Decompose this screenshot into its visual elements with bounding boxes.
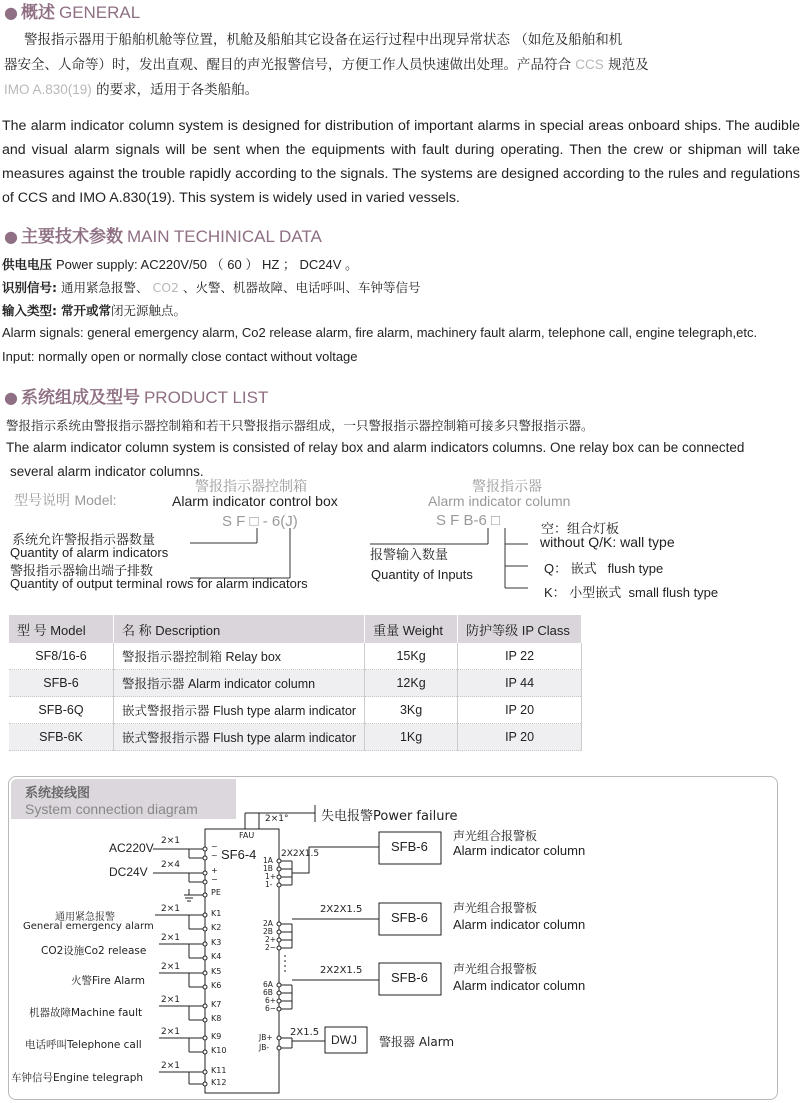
- th-weight: 重量 Weight: [365, 615, 458, 643]
- sfb-desc-cn: 声光组合报警板: [453, 962, 538, 976]
- terminal-label: 6B: [263, 988, 273, 997]
- model-input-cn: 报警输入数量: [370, 548, 449, 563]
- input-machine: 机器故障Machine fault: [29, 1007, 143, 1019]
- connection-diagram: [8, 776, 778, 1100]
- general-en-paragraph: The alarm indicator column system is designed for distribution of important alarms in special areas onboard ships. The audible and visual alarm signals will be sent when the equipments with fault during operating. Then the crew or shipman will take measures against the trouble rapidly according to the signals. The systems are designed according to the rules and regulations of CCS and IMO A.830(19). This system is widely used in varied vessels.: [2, 118, 800, 206]
- model-opt-k: K： 小型嵌式 small flush type: [544, 585, 719, 600]
- terminal-label: 1-: [265, 880, 273, 889]
- terminal-label: K1: [211, 909, 222, 918]
- terminal-label: 2B: [263, 927, 273, 936]
- terminal-label: K2: [211, 923, 222, 932]
- th-model: 型 号 Model: [9, 615, 114, 643]
- cell-model: SFB-6: [9, 670, 114, 697]
- model-ctrl-cn: 警报指示器控制箱: [195, 479, 307, 495]
- cell-description: 嵌式警报指示器 Flush type alarm indicator: [114, 697, 365, 724]
- terminal-label: K9: [211, 1032, 222, 1041]
- terminal-label: 6+: [265, 996, 277, 1005]
- sfb-desc-en: Alarm indicator column: [453, 843, 586, 858]
- terminal-label: 1A: [263, 856, 273, 865]
- ac-label: AC220V: [109, 841, 154, 855]
- model-qty-en: Quantity of alarm indicators: [10, 545, 169, 560]
- model-bracket-lines: [0, 500, 800, 600]
- cell-ip: IP 20: [458, 724, 582, 751]
- spec-input: 输入类型: 常开或常闭无源触点。: [2, 303, 187, 318]
- general-cn-line-3: IMO A.830(19) 的要求，适用于各类船舶。: [4, 82, 259, 98]
- sfb-desc-cn: 声光组合报警板: [453, 829, 538, 843]
- cable-label: 2X2X1.5: [320, 904, 363, 915]
- pe-label: PE: [211, 888, 221, 897]
- model-opt-blank-en: without Q/K: wall type: [540, 534, 675, 550]
- model-ctrl-code: S F □ - 6(J): [222, 513, 298, 530]
- table-row: [9, 643, 582, 670]
- th-description: 名 称 Description: [114, 615, 365, 643]
- sfb-desc-cn: 声光组合报警板: [453, 901, 538, 915]
- cable-label: 2×1: [161, 962, 180, 972]
- terminal-label: K4: [211, 952, 222, 961]
- bullet-icon: ●: [4, 3, 18, 22]
- terminal-label: K7: [211, 1000, 222, 1009]
- general-cn-line-2: 器安全、人命等）时，发出直观、醒目的声光报警信号，方便工作人员快速做出处理。产品符合 CCS 规范及: [4, 57, 649, 73]
- sfb-desc-en: Alarm indicator column: [453, 917, 586, 932]
- bullet-icon: ●: [4, 227, 18, 246]
- model-label: 型号说明 Model:: [14, 492, 117, 509]
- cable-label: 2X2X1.5: [320, 965, 363, 976]
- terminal-label: 6−: [265, 1004, 277, 1013]
- general-cn-line-1: 警报指示器用于船舶机舱等位置，机舱及船舶其它设备在运行过程中出现异常状态 （如危及船舶和机: [24, 32, 623, 48]
- fau-label: FAU: [239, 831, 255, 840]
- cell-description: 警报指示器 Alarm indicator column: [114, 670, 365, 697]
- terminal-label: 2−: [265, 943, 277, 952]
- cell-ip: IP 44: [458, 670, 582, 697]
- section-title-general: ● 概述 GENERAL: [4, 3, 141, 23]
- cable-label: 2X1.5: [290, 1027, 320, 1038]
- bullet-icon: ●: [4, 388, 18, 407]
- terminal-label: JB-: [259, 1043, 270, 1052]
- input-co2: CO2设施Co2 release: [41, 945, 147, 957]
- input-general-en: General emergency alarm: [23, 921, 154, 932]
- input-fire: 火警Fire Alarm: [71, 975, 145, 987]
- cell-weight: 12Kg: [365, 670, 458, 697]
- sfb-box-label: SFB-6: [391, 970, 428, 985]
- model-rows-cn: 警报指示器输出端子排数: [10, 564, 154, 579]
- cable-label: 2×1: [161, 1027, 180, 1037]
- th-ip: 防护等级 IP Class: [458, 615, 582, 643]
- terminal-label: +: [211, 866, 218, 875]
- dc-label: DC24V: [109, 865, 148, 879]
- cell-ip: IP 20: [458, 697, 582, 724]
- sfb-desc-en: Alarm indicator column: [453, 978, 586, 993]
- cell-model: SFB-6K: [9, 724, 114, 751]
- cell-ip: IP 22: [458, 643, 582, 670]
- spec-power: 供电电压 Power supply: AC220V/50 （ 60 ） HZ ； DC24V 。: [2, 257, 359, 272]
- terminal-label: K8: [211, 1014, 222, 1023]
- spec-alarm-signals-en: Alarm signals: general emergency alarm, Co2 release alarm, fire alarm, machinery fault alarm, telephone call, engine telegraph,etc.: [2, 325, 758, 340]
- dwj-box-label: DWJ: [331, 1033, 357, 1047]
- terminal-label: ~: [211, 851, 218, 860]
- terminal-label: −: [211, 875, 218, 884]
- cell-description: 嵌式警报指示器 Flush type alarm indicator: [114, 724, 365, 751]
- cable-label: 2×1: [161, 933, 180, 943]
- product-table: [9, 615, 582, 751]
- cell-description: 警报指示器控制箱 Relay box: [114, 643, 365, 670]
- table-row: [9, 697, 582, 724]
- model-ctrl-en: Alarm indicator control box: [172, 493, 338, 509]
- terminal-label: 6A: [263, 980, 273, 989]
- cell-weight: 15Kg: [365, 643, 458, 670]
- product-en-line-1: The alarm indicator column system is consisted of relay box and alarm indicators columns. One relay box can be connected: [6, 440, 745, 455]
- model-col-en: Alarm indicator column: [428, 493, 571, 509]
- model-col-cn: 警报指示器: [472, 479, 542, 495]
- terminal-label: K5: [211, 967, 222, 976]
- terminal-label: JB+: [259, 1033, 273, 1042]
- sf6-box-label: SF6-4: [221, 847, 257, 862]
- diagram-title-cn: 系统接线图: [25, 786, 91, 801]
- sfb-box-label: SFB-6: [391, 910, 428, 925]
- input-telephone: 电话呼叫Telephone call: [25, 1039, 142, 1051]
- input-engine: 车钟信号Engine telegraph: [11, 1072, 144, 1084]
- sfb-box-label: SFB-6: [391, 839, 428, 854]
- cell-model: SFB-6Q: [9, 697, 114, 724]
- cell-weight: 1Kg: [365, 724, 458, 751]
- cable-label: 2×1: [161, 904, 180, 914]
- product-en-line-2: several alarm indicator columns.: [10, 464, 204, 479]
- diagram-title-en: System connection diagram: [25, 801, 198, 817]
- terminal-label: K11: [211, 1066, 227, 1075]
- product-cn-para: 警报指示系统由警报指示器控制箱和若干只警报指示器组成，一只警报指示器控制箱可接多只警报指示器。: [6, 418, 594, 433]
- spec-input-en: Input: normally open or normally close contact without voltage: [2, 349, 358, 364]
- cell-weight: 3Kg: [365, 697, 458, 724]
- model-opt-blank-cn: 空：组合灯板: [541, 522, 620, 537]
- model-input-en: Quantity of Inputs: [371, 567, 473, 582]
- model-rows-en: Quantity of output terminal rows for alarm indicators: [10, 576, 308, 591]
- cable-top-label: 2×1°: [265, 814, 289, 824]
- cable-label: 2×1: [161, 1061, 180, 1071]
- cell-model: SF8/16-6: [9, 643, 114, 670]
- table-row: [9, 724, 582, 751]
- table-row: [9, 670, 582, 697]
- model-qty-cn: 系统允许警报指示器数量: [12, 533, 156, 548]
- cable-dc: 2×4: [161, 860, 180, 870]
- terminal-label: K3: [211, 938, 222, 947]
- cable-ac: 2×1: [161, 836, 180, 846]
- section-title-product: ● 系统组成及型号 PRODUCT LIST: [4, 388, 269, 408]
- alarm-label: 警报器 Alarm: [379, 1035, 455, 1049]
- input-general-cn: 通用紧急报警: [55, 912, 115, 923]
- terminal-label: 2+: [265, 935, 277, 944]
- terminal-label: K10: [211, 1046, 227, 1055]
- terminal-label: 1B: [263, 864, 273, 873]
- spec-signals: 识别信号: 通用紧急报警、 CO2 、火警、机器故障、电话呼叫、车钟等信号: [2, 280, 421, 295]
- section-title-tech: ● 主要技术参数 MAIN TECHINICAL DATA: [4, 227, 322, 247]
- terminal-label: 2A: [263, 919, 273, 928]
- terminal-label: ~: [211, 842, 218, 851]
- cable-label: 2×1: [161, 995, 180, 1005]
- model-opt-q: Q： 嵌式 flush type: [544, 561, 664, 576]
- cable-label: 2X2X1.5: [281, 849, 320, 859]
- model-col-code: S F B-6 □: [436, 512, 501, 529]
- terminal-label: K12: [211, 1078, 227, 1087]
- table-header-row: [9, 615, 582, 643]
- terminal-label: 1+: [265, 872, 277, 881]
- power-failure-label: 失电报警Power failure: [321, 809, 458, 824]
- terminal-label: K6: [211, 981, 222, 990]
